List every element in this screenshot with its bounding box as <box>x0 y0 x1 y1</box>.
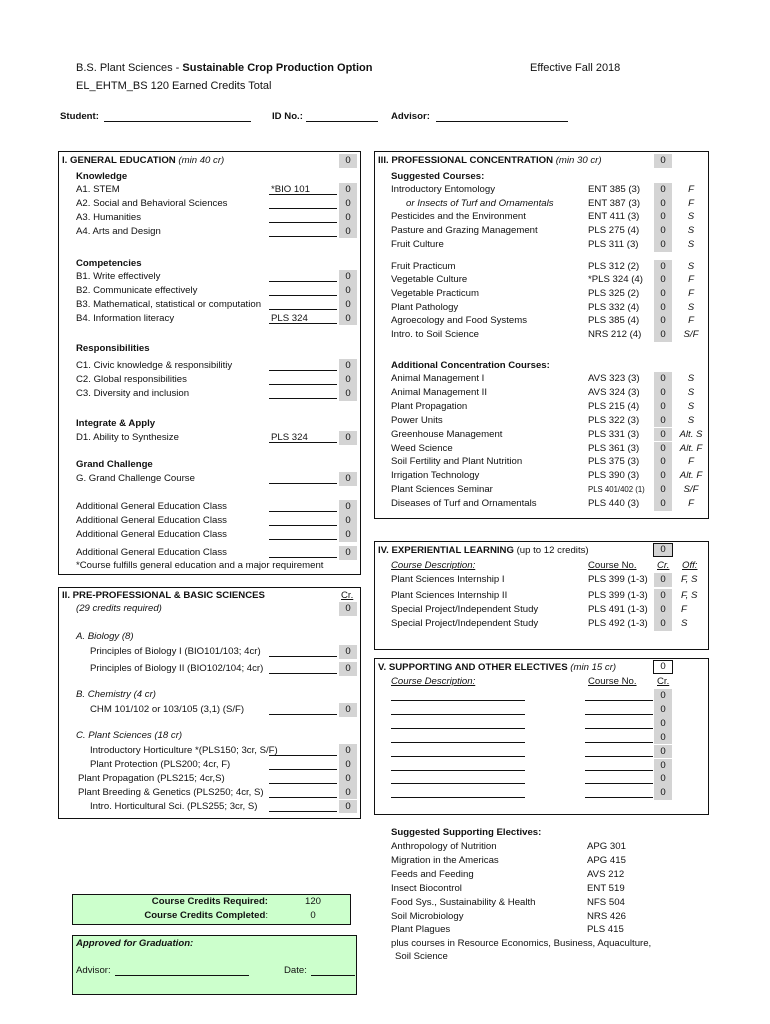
experiential-course-code: PLS 399 (1-3) <box>588 590 648 601</box>
id-field[interactable] <box>306 111 378 122</box>
credit-cell: 0 <box>654 386 672 400</box>
supporting-subtitle: (min 15 cr) <box>570 662 617 673</box>
concentration-course-code: ENT 411 (3) <box>588 211 640 223</box>
course-label: CHM 101/102 or 103/105 (3,1) (S/F) <box>90 704 245 715</box>
credit-cell: 0 <box>339 284 357 298</box>
term-offered: S <box>687 386 695 398</box>
course-label: Plant Propagation (PLS215; 4cr,S) <box>78 772 225 784</box>
gen-ed-item-label: D1. Ability to Synthesize <box>76 432 179 443</box>
credit-cell: 0 <box>654 745 672 759</box>
advisor-label: Advisor: <box>391 111 430 122</box>
course-entry-field[interactable] <box>269 299 337 310</box>
gen-ed-item-label: C3. Diversity and inclusion <box>76 387 190 399</box>
biology-heading: A. Biology (8) <box>76 631 134 642</box>
suggested-electives-note-2: Soil Science <box>395 951 448 962</box>
elective-course-no-field[interactable] <box>585 746 653 757</box>
suggested-elective-code: AVS 212 <box>587 868 625 880</box>
supporting-col-desc: Course Description: <box>391 676 476 687</box>
term-offered: S <box>687 260 695 272</box>
credit-cell: 0 <box>339 387 357 401</box>
credit-cell: 0 <box>339 645 357 659</box>
gen-ed-item-label: B4. Information literacy <box>76 312 175 324</box>
credit-cell: 0 <box>339 431 357 445</box>
effective-date: Effective Fall 2018 <box>530 62 621 74</box>
concentration-course-code: AVS 324 (3) <box>588 386 640 398</box>
term-offered: S <box>687 400 695 412</box>
course-label: Principles of Biology I (BIO101/103; 4cr) <box>90 646 261 657</box>
term-offered: F <box>688 274 694 286</box>
course-entry-field[interactable] <box>269 501 337 512</box>
suggested-elective-code: APG 301 <box>587 841 626 852</box>
credit-cell: 0 <box>339 197 357 211</box>
gen-ed-total: 0 <box>339 154 357 168</box>
course-entry-field[interactable] <box>269 529 337 540</box>
credit-cell: 0 <box>339 800 357 814</box>
term-offered: F <box>688 498 694 510</box>
elective-description-field[interactable] <box>391 690 525 701</box>
plant-sciences-heading: C. Plant Sciences (18 cr) <box>76 730 183 741</box>
elective-description-field[interactable] <box>391 704 525 715</box>
suggested-elective-name: Anthropology of Nutrition <box>391 841 497 852</box>
approval-advisor-label: Advisor: <box>76 965 111 976</box>
term-offered: F, S <box>681 574 698 585</box>
concentration-course-code: PLS 275 (4) <box>588 225 640 237</box>
concentration-course-name: Pasture and Grazing Management <box>391 225 538 237</box>
course-label: Introductory Horticulture *(PLS150; 3cr, S/F) <box>90 745 278 756</box>
concentration-course-code: PLS 401/402 (1) <box>588 485 645 495</box>
concentration-course-name: Greenhouse Management <box>391 428 503 440</box>
course-entry-field[interactable] <box>269 787 337 798</box>
term-offered: S <box>687 225 695 237</box>
student-label: Student: <box>60 111 99 122</box>
course-entry-field[interactable] <box>269 285 337 296</box>
credit-cell: 0 <box>654 238 672 252</box>
elective-course-no-field[interactable] <box>585 732 653 743</box>
gen-ed-item-label: B1. Write effectively <box>76 271 161 282</box>
concentration-course-name: Plant Sciences Seminar <box>391 484 493 496</box>
concentration-course-name: Intro. to Soil Science <box>391 329 479 340</box>
experiential-col-no: Course No. <box>588 560 637 571</box>
suggested-electives-heading: Suggested Supporting Electives: <box>391 827 542 838</box>
credit-cell: 0 <box>339 270 357 284</box>
concentration-course-name: Vegetable Practicum <box>391 287 479 299</box>
course-entry-field[interactable] <box>269 212 337 223</box>
credit-cell: 0 <box>654 469 672 483</box>
supporting-title-row <box>378 662 616 674</box>
suggested-elective-name: Food Sys., Sustainability & Health <box>391 896 536 908</box>
suggested-elective-code: ENT 519 <box>587 882 625 894</box>
gen-ed-item-label: C1. Civic knowledge & responsibilitiy <box>76 360 233 371</box>
gen-ed-title: I. GENERAL EDUCATION <box>62 155 176 166</box>
supporting-total: 0 <box>653 660 673 674</box>
experiential-course-name: Plant Sciences Internship I <box>391 574 505 585</box>
concentration-course-code: NRS 212 (4) <box>588 329 642 340</box>
supporting-col-no: Course No. <box>588 676 637 687</box>
term-offered: F <box>688 287 694 299</box>
chemistry-heading: B. Chemistry (4 cr) <box>76 689 156 700</box>
approval-date-field[interactable] <box>311 965 355 976</box>
suggested-elective-name: Insect Biocontrol <box>391 882 462 894</box>
course-entry-field[interactable] <box>269 547 337 558</box>
credits-completed-row <box>72 910 268 922</box>
suggested-elective-code: NFS 504 <box>587 896 625 908</box>
credit-cell: 0 <box>654 287 672 301</box>
suggested-elective-name: Plant Plagues <box>391 924 451 936</box>
credit-cell: 0 <box>654 589 672 603</box>
credit-cell: 0 <box>339 298 357 312</box>
term-offered: Alt. F <box>679 442 703 454</box>
elective-description-field[interactable] <box>391 773 525 784</box>
concentration-course-code: PLS 215 (4) <box>588 400 640 412</box>
concentration-course-code: PLS 322 (3) <box>588 414 640 426</box>
experiential-title-row <box>378 545 589 557</box>
credit-cell: 0 <box>339 225 357 239</box>
concentration-course-name: or Insects of Turf and Ornamentals <box>406 197 554 209</box>
suggested-elective-name: Feeds and Feeding <box>391 868 474 880</box>
concentration-course-code: PLS 311 (3) <box>588 238 639 250</box>
concentration-course-code: PLS 440 (3) <box>588 498 640 510</box>
credit-cell: 0 <box>654 483 672 497</box>
course-entry-value: PLS 324 <box>271 312 308 324</box>
credit-cell: 0 <box>654 617 672 631</box>
grand-challenge-heading: Grand Challenge <box>76 459 153 470</box>
credit-cell: 0 <box>654 717 672 731</box>
id-label: ID No.: <box>272 111 303 122</box>
term-offered: S <box>681 618 688 629</box>
gen-ed-item-label: A1. STEM <box>76 184 120 195</box>
student-field[interactable] <box>104 111 251 122</box>
course-entry-field[interactable] <box>269 759 337 770</box>
credit-cell: 0 <box>654 197 672 211</box>
course-entry-value: *BIO 101 <box>271 184 310 195</box>
gen-ed-item-label: C2. Global responsibilities <box>76 373 187 385</box>
concentration-course-name: Fruit Culture <box>391 238 444 250</box>
concentration-course-name: Agroecology and Food Systems <box>391 315 527 327</box>
credit-cell: 0 <box>339 183 357 197</box>
experiential-col-cr: Cr. <box>657 560 670 571</box>
program-prefix: B.S. Plant Sciences - <box>76 62 183 74</box>
concentration-course-code: PLS 332 (4) <box>588 301 640 313</box>
supporting-col-cr: Cr. <box>657 676 670 687</box>
gen-ed-item-label: A4. Arts and Design <box>76 225 161 237</box>
course-entry-field[interactable] <box>269 374 337 385</box>
credit-cell: 0 <box>654 260 672 274</box>
program-option: Sustainable Crop Production Option <box>182 62 373 74</box>
additional-gen-ed-label: Additional General Education Class <box>76 547 227 558</box>
experiential-course-name: Plant Sciences Internship II <box>391 590 508 601</box>
course-entry-field[interactable] <box>269 801 337 812</box>
approval-advisor-field[interactable] <box>115 965 249 976</box>
concentration-course-name: Animal Management II <box>391 386 487 398</box>
course-entry-field[interactable] <box>269 388 337 399</box>
competencies-heading: Competencies <box>76 258 142 269</box>
credit-cell: 0 <box>654 731 672 745</box>
course-entry-value: PLS 324 <box>271 432 308 443</box>
credit-cell: 0 <box>654 455 672 469</box>
credit-cell: 0 <box>339 546 357 560</box>
suggested-elective-code: PLS 415 <box>587 924 624 936</box>
credit-cell: 0 <box>654 603 672 617</box>
approval-date-label: Date: <box>284 965 307 976</box>
credit-cell: 0 <box>654 301 672 315</box>
suggested-elective-name: Soil Microbiology <box>391 910 464 922</box>
credit-cell: 0 <box>654 273 672 287</box>
term-offered: F <box>688 184 694 195</box>
elective-course-no-field[interactable] <box>585 704 653 715</box>
gen-ed-item-label: A2. Social and Behavioral Sciences <box>76 197 228 209</box>
concentration-course-name: Diseases of Turf and Ornamentals <box>391 498 537 510</box>
elective-course-no-field[interactable] <box>585 760 653 771</box>
concentration-course-code: ENT 385 (3) <box>588 184 641 195</box>
elective-course-no-field[interactable] <box>585 787 653 798</box>
program-subtitle: EL_EHTM_BS 120 Earned Credits Total <box>76 80 272 92</box>
credit-cell: 0 <box>654 224 672 238</box>
concentration-course-code: PLS 331 (3) <box>588 428 640 440</box>
concentration-title: III. PROFESSIONAL CONCENTRATION <box>378 155 554 166</box>
pre-prof-total: 0 <box>339 602 357 616</box>
elective-description-field[interactable] <box>391 732 525 743</box>
credit-cell: 0 <box>339 528 357 542</box>
credit-cell: 0 <box>654 210 672 224</box>
gen-ed-item-label: B2. Communicate effectively <box>76 284 198 296</box>
suggested-elective-code: APG 415 <box>587 854 626 866</box>
pre-prof-subtitle: (29 credits required) <box>76 603 162 614</box>
concentration-course-name: Vegetable Culture <box>391 274 468 286</box>
term-offered: F, S <box>681 590 698 601</box>
concentration-course-name: Introductory Entomology <box>391 184 495 195</box>
course-entry-field[interactable] <box>269 515 337 526</box>
program-title <box>76 62 372 75</box>
gen-ed-footnote: *Course fulfills general education and a major requirement <box>76 560 324 571</box>
experiential-title: IV. EXPERIENTIAL LEARNING <box>378 545 514 556</box>
term-offered: F <box>688 197 694 209</box>
course-entry-field[interactable] <box>269 198 337 209</box>
credit-cell: 0 <box>339 514 357 528</box>
concentration-course-code: AVS 323 (3) <box>588 373 640 384</box>
course-entry-field[interactable] <box>269 473 337 484</box>
credit-cell: 0 <box>339 373 357 387</box>
credit-cell: 0 <box>654 428 672 442</box>
concentration-title-row <box>378 155 602 167</box>
credits-required-value: 120 <box>304 896 321 907</box>
course-label: Intro. Horticultural Sci. (PLS255; 3cr, S) <box>90 800 258 812</box>
elective-course-no-field[interactable] <box>585 690 653 701</box>
credit-cell: 0 <box>654 772 672 786</box>
elective-description-field[interactable] <box>391 787 525 798</box>
credits-required-label: Course Credits Required: <box>151 896 268 907</box>
integrate-heading: Integrate & Apply <box>76 418 156 429</box>
term-offered: S <box>687 238 695 250</box>
concentration-course-code: ENT 387 (3) <box>588 197 641 209</box>
gen-ed-item-label: G. Grand Challenge Course <box>76 473 195 484</box>
concentration-course-name: Soil Fertility and Plant Nutrition <box>391 456 523 468</box>
course-entry-field[interactable] <box>269 745 337 756</box>
experiential-col-desc: Course Description: <box>391 560 476 571</box>
knowledge-heading: Knowledge <box>76 171 128 182</box>
credit-cell: 0 <box>339 786 357 800</box>
experiential-total: 0 <box>653 543 673 557</box>
term-offered: S/F <box>683 329 699 340</box>
concentration-course-name: Fruit Practicum <box>391 260 456 272</box>
concentration-course-code: PLS 375 (3) <box>588 456 640 468</box>
concentration-subtitle: (min 30 cr) <box>555 155 602 166</box>
credit-cell: 0 <box>339 703 357 717</box>
course-label: Principles of Biology II (BIO102/104; 4cr) <box>90 663 264 674</box>
elective-course-no-field[interactable] <box>585 773 653 784</box>
supporting-title: V. SUPPORTING AND OTHER ELECTIVES <box>378 662 568 673</box>
experiential-course-name: Special Project/Independent Study <box>391 618 539 629</box>
credit-cell: 0 <box>654 442 672 456</box>
experiential-course-code: PLS 492 (1-3) <box>588 618 648 629</box>
credit-cell: 0 <box>654 414 672 428</box>
course-entry-field[interactable] <box>269 646 337 657</box>
credit-cell: 0 <box>339 359 357 373</box>
concentration-course-code: *PLS 324 (4) <box>588 274 643 286</box>
credit-cell: 0 <box>654 328 672 342</box>
term-offered: Alt. F <box>679 470 703 482</box>
concentration-course-code: PLS 325 (2) <box>588 287 640 299</box>
experiential-course-code: PLS 491 (1-3) <box>588 604 648 615</box>
course-entry-field[interactable] <box>269 226 337 237</box>
credit-cell: 0 <box>339 500 357 514</box>
credit-cell: 0 <box>654 314 672 328</box>
term-offered: S <box>687 301 695 313</box>
gen-ed-item-label: B3. Mathematical, statistical or computation <box>76 298 262 310</box>
gen-ed-title-row <box>62 155 224 167</box>
suggested-elective-code: NRS 426 <box>587 910 626 922</box>
credit-cell: 0 <box>654 703 672 717</box>
concentration-course-code: PLS 361 (3) <box>588 442 640 454</box>
credit-cell: 0 <box>654 400 672 414</box>
gen-ed-item-label: A3. Humanities <box>76 211 142 223</box>
course-entry-field[interactable] <box>269 773 337 784</box>
advisor-field[interactable] <box>436 111 568 122</box>
approval-title: Approved for Graduation: <box>76 938 194 949</box>
experiential-course-name: Special Project/Independent Study <box>391 604 539 615</box>
concentration-course-code: PLS 390 (3) <box>588 470 640 482</box>
elective-course-no-field[interactable] <box>585 718 653 729</box>
gen-ed-subtitle: (min 40 cr) <box>178 155 225 166</box>
credit-cell: 0 <box>654 183 672 197</box>
concentration-course-name: Weed Science <box>391 442 453 454</box>
additional-concentration-heading: Additional Concentration Courses: <box>391 360 550 371</box>
course-entry-field[interactable] <box>269 704 337 715</box>
concentration-course-code: PLS 385 (4) <box>588 315 640 327</box>
course-label: Plant Breeding & Genetics (PLS250; 4cr, S) <box>78 786 264 798</box>
credit-cell: 0 <box>339 472 357 486</box>
elective-description-field[interactable] <box>391 746 525 757</box>
elective-description-field[interactable] <box>391 718 525 729</box>
suggested-electives-note-1: plus courses in Resource Economics, Business, Aquaculture, <box>391 938 652 949</box>
term-offered: F <box>688 456 694 468</box>
additional-gen-ed-label: Additional General Education Class <box>76 515 227 526</box>
term-offered: S/F <box>683 484 699 496</box>
concentration-course-name: Pesticides and the Environment <box>391 211 526 223</box>
credit-cell: 0 <box>339 312 357 326</box>
suggested-courses-heading: Suggested Courses: <box>391 171 485 182</box>
concentration-course-name: Power Units <box>391 414 443 426</box>
term-offered: S <box>687 373 695 384</box>
suggested-elective-name: Migration in the Americas <box>391 854 499 866</box>
term-offered: F <box>688 315 694 327</box>
concentration-course-name: Irrigation Technology <box>391 470 480 482</box>
pre-prof-title: II. PRE-PROFESSIONAL & BASIC SCIENCES <box>62 590 265 601</box>
additional-gen-ed-label: Additional General Education Class <box>76 501 227 512</box>
credits-completed-value: 0 <box>310 910 316 921</box>
experiential-course-code: PLS 399 (1-3) <box>588 574 648 585</box>
term-offered: F <box>681 604 687 615</box>
responsibilities-heading: Responsibilities <box>76 343 150 354</box>
concentration-course-code: PLS 312 (2) <box>588 260 640 272</box>
credit-cell: 0 <box>339 662 357 676</box>
credit-cell: 0 <box>339 772 357 786</box>
elective-description-field[interactable] <box>391 760 525 771</box>
experiential-subtitle: (up to 12 credits) <box>516 545 589 556</box>
term-offered: S <box>687 211 695 223</box>
credit-cell: 0 <box>654 497 672 511</box>
credit-cell: 0 <box>654 372 672 386</box>
credit-cell: 0 <box>339 744 357 758</box>
course-label: Plant Protection (PLS200; 4cr, F) <box>90 758 231 770</box>
credits-completed-colon: : <box>265 910 268 921</box>
credit-cell: 0 <box>339 758 357 772</box>
experiential-col-off: Off: <box>682 560 698 571</box>
credit-cell: 0 <box>654 573 672 587</box>
concentration-course-name: Animal Management I <box>391 373 485 384</box>
course-entry-field[interactable] <box>269 360 337 371</box>
course-entry-field[interactable] <box>269 271 337 282</box>
term-offered: S <box>687 414 695 426</box>
credit-cell: 0 <box>654 786 672 800</box>
course-entry-field[interactable] <box>269 663 337 674</box>
concentration-course-name: Plant Pathology <box>391 301 459 313</box>
credit-cell: 0 <box>654 759 672 773</box>
credit-cell: 0 <box>339 211 357 225</box>
pre-prof-cr-heading: Cr. <box>341 590 354 601</box>
credit-cell: 0 <box>654 689 672 703</box>
credits-completed-label: Course Credits Completed <box>144 910 266 921</box>
concentration-total: 0 <box>654 154 672 168</box>
additional-gen-ed-label: Additional General Education Class <box>76 529 227 540</box>
concentration-course-name: Plant Propagation <box>391 400 468 412</box>
term-offered: Alt. S <box>679 428 703 440</box>
